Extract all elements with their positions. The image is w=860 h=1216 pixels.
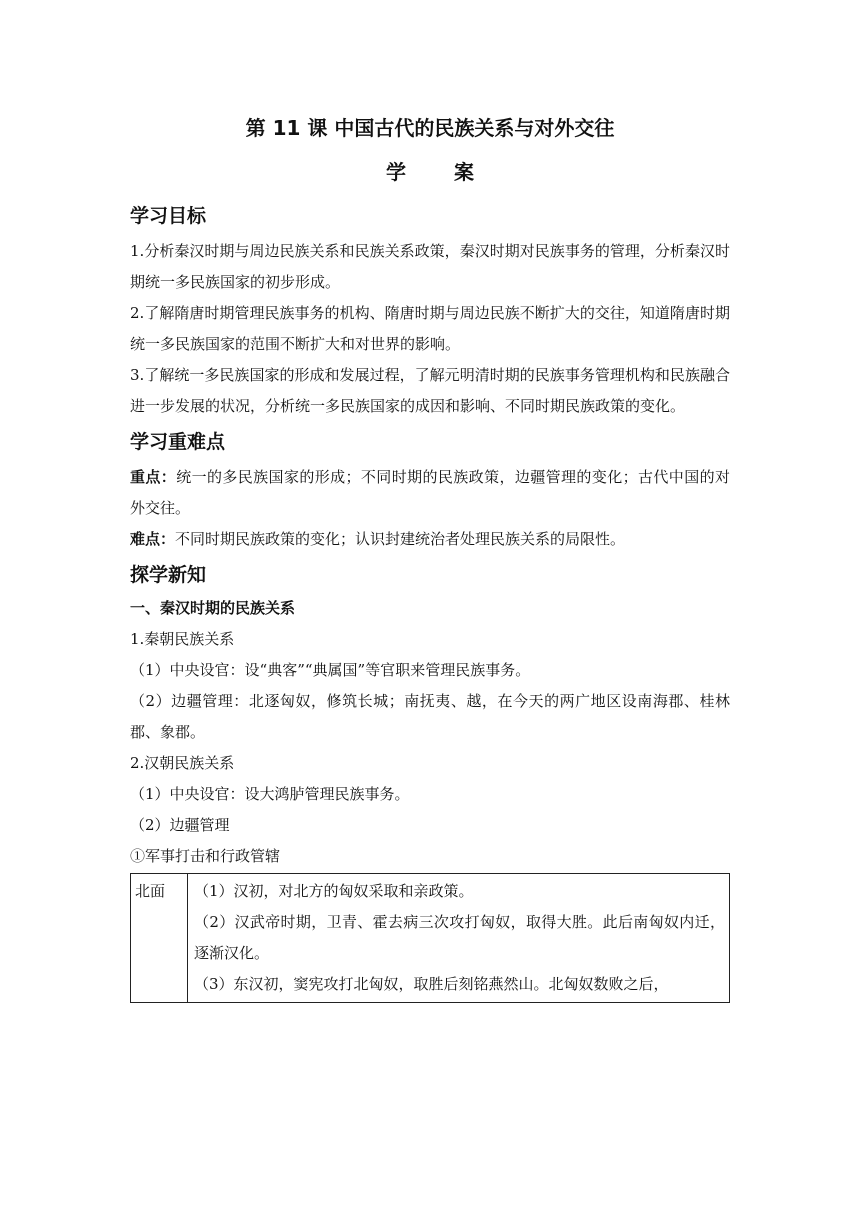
- table-line-3: （3）东汉初，窦宪攻打北匈奴，取胜后刻铭燕然山。北匈奴数败之后，: [194, 975, 669, 993]
- document-body: [130, 200, 730, 1003]
- table-label-north: 北面: [131, 874, 188, 1003]
- subtitle-char-2: 案: [454, 160, 474, 184]
- qin-title: 1.秦朝民族关系: [130, 630, 235, 648]
- table-line-2: （2）汉武帝时期，卫青、霍去病三次攻打匈奴，取得大胜。此后南匈奴内迁，逐渐汉化。: [194, 913, 725, 962]
- key-label: 重点：: [130, 468, 177, 486]
- han-item-1: （1）中央设官：设大鸿胪管理民族事务。: [130, 785, 410, 803]
- key-text: 统一的多民族国家的形成；不同时期的民族政策，边疆管理的变化；古代中国的对外交往。: [130, 468, 730, 517]
- qin-item-1: （1）中央设官：设“典客”“典属国”等官职来管理民族事务。: [130, 661, 531, 679]
- difficult-point: [130, 524, 730, 555]
- page-subtitle: [0, 157, 860, 187]
- difficult-label: 难点：: [130, 530, 176, 548]
- goal-item-3: 3.了解统一多民族国家的形成和发展过程，了解元明清时期的民族事务管理机构和民族融合进一步发展的状况，分析统一多民族国家的成因和影响、不同时期民族政策的变化。: [130, 366, 730, 415]
- difficult-text: 不同时期民族政策的变化；认识封建统治者处理民族关系的局限性。: [175, 530, 626, 548]
- goal-item-2: 2.了解隋唐时期管理民族事务的机构、隋唐时期与周边民族不断扩大的交往，知道隋唐时期统一多民族国家的范围不断扩大和对世界的影响。: [130, 304, 730, 353]
- han-item-2: （2）边疆管理: [130, 816, 230, 834]
- military-title: ①军事打击和行政管辖: [130, 847, 281, 865]
- qin-item-2: （2）边疆管理：北逐匈奴，修筑长城；南抚夷、越，在今天的两广地区设南海郡、桂林郡、象郡。: [130, 692, 730, 741]
- explore-heading: 探学新知: [130, 564, 207, 586]
- page-title: 第 11 课 中国古代的民族关系与对外交往: [245, 116, 615, 140]
- section1-title: 一、秦汉时期的民族关系: [130, 599, 296, 617]
- key-point: [130, 462, 730, 524]
- key-points-heading: 学习重难点: [130, 431, 226, 453]
- subtitle-char-1: 学: [386, 160, 406, 184]
- table-line-1: （1）汉初，对北方的匈奴采取和亲政策。: [194, 882, 474, 900]
- military-table: [130, 873, 730, 1003]
- table-content: [188, 874, 730, 1003]
- han-title: 2.汉朝民族关系: [130, 754, 235, 772]
- goal-item-1: 1.分析秦汉时期与周边民族关系和民族关系政策，秦汉时期对民族事务的管理，分析秦汉时期统一多民族国家的初步形成。: [130, 242, 730, 291]
- goals-heading: 学习目标: [130, 205, 207, 227]
- table-row: [131, 874, 730, 1003]
